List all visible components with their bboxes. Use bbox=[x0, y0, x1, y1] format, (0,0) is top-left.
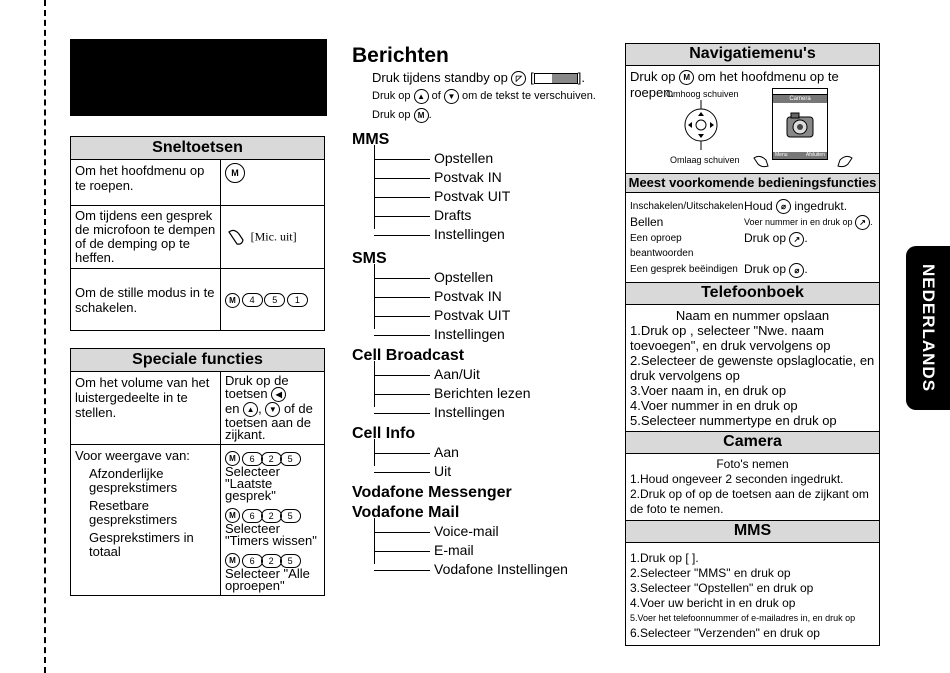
mms-step: 6.Selecteer "Verzenden" en druk op bbox=[630, 625, 820, 640]
section-cell-broadcast: Cell Broadcast bbox=[352, 347, 465, 364]
up-arrow-key-icon: ▲ bbox=[243, 402, 258, 417]
mms-step: 5.Voer het telefoonnummer of e-mailadres in, en druk op bbox=[630, 612, 856, 623]
menu-item: E-mail bbox=[374, 541, 612, 560]
mms-step: 4.Voer uw bericht in en druk op bbox=[630, 595, 796, 610]
camera-body bbox=[626, 454, 879, 520]
mms-step: 1.Druk op [ ]. bbox=[630, 550, 699, 565]
timer-label: Resetbare gesprekstimers bbox=[89, 498, 178, 527]
bediening-value: Voer nummer in en druk op ↗ . bbox=[744, 215, 875, 230]
camera-title: Camera bbox=[626, 431, 879, 454]
menu-item: Instellingen bbox=[374, 325, 612, 344]
scroll-up-label: Omhoog schuiven bbox=[666, 89, 739, 99]
soft-left-key-icon bbox=[752, 154, 772, 170]
mic-label: [Mic. uit] bbox=[250, 229, 297, 244]
telefoonboek-step: 4.Voer nummer in en druk op bbox=[630, 397, 798, 413]
language-label: NEDERLANDS bbox=[919, 263, 938, 393]
section-vodafone-messenger: Vodafone Messenger bbox=[352, 484, 512, 501]
down-arrow-key-icon: ▼ bbox=[444, 89, 459, 104]
menu-item: Postvak IN bbox=[374, 168, 612, 187]
end-key-icon: ⌀ bbox=[776, 199, 791, 214]
bediening-value: Houd ⌀ ingedrukt. bbox=[744, 199, 848, 213]
camera-step: 2.Druk op of op de toetsen aan de zijkant om de foto te nemen. bbox=[630, 486, 869, 516]
bediening-body bbox=[626, 193, 879, 282]
menu-key-icon: M bbox=[414, 108, 429, 123]
tree-mms bbox=[374, 149, 612, 244]
mms-step: 2.Selecteer "MMS" en druk op bbox=[630, 565, 791, 580]
navigatie-line: om het hoofdmenu op te roepen. bbox=[630, 69, 839, 101]
send-key-icon: ↗ bbox=[855, 215, 870, 230]
shortcut-text: Om de stille modus in te schakelen. bbox=[71, 269, 221, 331]
soft-right-key-icon bbox=[834, 154, 854, 170]
menu-item: Instellingen bbox=[374, 403, 612, 422]
down-arrow-key-icon: ▼ bbox=[265, 402, 280, 417]
soft-left-label: Menu bbox=[775, 152, 788, 158]
bediening-title: Meest voorkomende bedieningsfuncties bbox=[626, 173, 879, 193]
timer-label: Gesprekstimers in totaal bbox=[89, 530, 194, 559]
berichten-column bbox=[352, 44, 612, 579]
tree-cell-info bbox=[374, 443, 612, 481]
camera-icon bbox=[773, 103, 827, 151]
timer-keys: M 6 2 5 bbox=[225, 553, 320, 568]
telefoonboek-subtitle: Naam en nummer opslaan bbox=[675, 307, 830, 323]
berichten-title: Berichten bbox=[352, 44, 449, 67]
bediening-label: Een gesprek beëindigen bbox=[630, 264, 738, 276]
speciale-title: Speciale functies bbox=[71, 349, 325, 372]
key-4-icon: 4 bbox=[242, 293, 263, 307]
telefoonboek-step: 2.Selecteer de gewenste opslaglocatie, en druk vervolgens op bbox=[630, 352, 875, 383]
up-arrow-key-icon: ▲ bbox=[414, 89, 429, 104]
timer-select: Selecteer "Timers wissen" bbox=[225, 521, 317, 548]
soft-right-label: Afsluiten bbox=[805, 152, 825, 158]
sneltoetsen-table bbox=[70, 136, 325, 331]
menu-item: Berichten lezen bbox=[374, 384, 612, 403]
telefoonboek-body bbox=[626, 305, 879, 431]
sneltoetsen-title: Sneltoetsen bbox=[71, 137, 325, 160]
volume-hint-3: of de bbox=[283, 400, 313, 416]
weergave-title: Voor weergave van: bbox=[75, 448, 190, 463]
menu-item: Postvak UIT bbox=[374, 306, 612, 325]
menu-item: Postvak IN bbox=[374, 287, 612, 306]
menu-key-icon: M bbox=[679, 70, 694, 85]
cut-line bbox=[44, 0, 46, 673]
volume-text: Om het volume van het luistergedeelte in te stellen. bbox=[71, 372, 221, 445]
menu-item: Uit bbox=[374, 462, 612, 481]
key-1-icon: 1 bbox=[287, 293, 308, 307]
key-5-icon: 5 bbox=[264, 293, 285, 307]
mms-body bbox=[626, 543, 879, 645]
bediening-label: Een oproep beantwoorden bbox=[630, 233, 694, 260]
soft-left-key-icon: ◸ bbox=[511, 71, 526, 86]
timer-keys: M 6 2 5 bbox=[225, 451, 320, 466]
berichten-instruction: Druk op ▲ of ▼ om de tekst te verschuiven. bbox=[372, 90, 596, 102]
camera-step: 1.Houd ongeveer 2 seconden ingedrukt. bbox=[630, 471, 844, 486]
menu-item: Voice-mail bbox=[374, 522, 612, 541]
telefoonboek-step: 3.Voer naam in, en druk op bbox=[630, 382, 787, 398]
timer-select: Selecteer "Laatste gesprek" bbox=[225, 464, 280, 503]
menu-item: Instellingen bbox=[374, 225, 612, 244]
section-sms: SMS bbox=[352, 250, 387, 267]
section-vodafone-mail: Vodafone Mail bbox=[352, 504, 460, 521]
timer-keys: M 6 2 5 bbox=[225, 508, 320, 523]
tree-sms bbox=[374, 268, 612, 344]
shortcut-text: Om het hoofdmenu op te roepen. bbox=[71, 160, 221, 206]
mms-step: 3.Selecteer "Opstellen" en druk op bbox=[630, 580, 814, 595]
menu-key-icon: M bbox=[225, 163, 245, 183]
language-tab bbox=[906, 246, 950, 410]
send-key-icon: ↗ bbox=[789, 232, 804, 247]
menu-item: Aan bbox=[374, 443, 612, 462]
timer-label: Afzonderlijke gesprekstimers bbox=[89, 466, 178, 495]
menu-item: Drafts bbox=[374, 206, 612, 225]
menu-item: Postvak UIT bbox=[374, 187, 612, 206]
mms-title: MMS bbox=[626, 520, 879, 543]
menu-item: Aan/Uit bbox=[374, 365, 612, 384]
left-arrow-key-icon: ◀ bbox=[271, 387, 286, 402]
menu-key-icon: M bbox=[225, 293, 240, 308]
timer-select: Selecteer "Alle oproepen" bbox=[225, 566, 310, 593]
volume-hint-4: toetsen aan de zijkant. bbox=[225, 415, 312, 442]
telefoonboek-title: Telefoonboek bbox=[626, 282, 879, 305]
navigatie-body bbox=[626, 66, 879, 173]
druk-op-label: Druk op bbox=[630, 69, 676, 84]
telefoonboek-step: 5.Selecteer nummertype en druk op bbox=[630, 412, 837, 428]
section-cell-info: Cell Info bbox=[352, 425, 416, 442]
speciale-table: Speciale functies Om het volume van het luistergedeelte in te stellen. Druk op de toetsen ◀ en ▲ , ▼ of de toetsen aan de zijkant. Voor weergave van: Afzonderlijke gesprekstimers Resetbare gesprekstimers Gesprekstimers in totaal M 6 2 5 Selecteer "Laatste gesprek" M 6 2 5 Selecteer "Timers wissen" M 6 2 5 Selecteer "Alle oproepen" bbox=[70, 348, 325, 596]
tree-vodafone-mail bbox=[374, 522, 612, 579]
scroll-down-label: Omlaag schuiven bbox=[670, 155, 740, 165]
end-key-icon: ⌀ bbox=[789, 263, 804, 278]
menu-item: Vodafone Instellingen bbox=[374, 560, 612, 579]
section-mms: MMS bbox=[352, 131, 390, 148]
bediening-label: Inschakelen/Uitschakelen bbox=[630, 201, 744, 212]
berichten-instruction: Druk op M . bbox=[372, 109, 432, 121]
tree-cell-broadcast bbox=[374, 365, 612, 422]
bediening-value: Druk op ↗ . bbox=[744, 231, 808, 246]
menu-item: Opstellen bbox=[374, 149, 612, 168]
navigatie-title: Navigatiemenu's bbox=[626, 44, 879, 66]
nav-key-icon bbox=[681, 100, 721, 150]
right-column bbox=[625, 43, 880, 646]
shortcut-text: Om tijdens een gesprek de microfoon te dempen of de demping op te heffen. bbox=[71, 206, 221, 269]
title-block bbox=[70, 39, 327, 116]
mute-key-icon bbox=[225, 226, 247, 248]
menu-item: Opstellen bbox=[374, 268, 612, 287]
volume-hint-2: en bbox=[225, 400, 240, 416]
envelope-icon bbox=[534, 73, 578, 84]
phone-screen bbox=[772, 88, 828, 160]
volume-hint-1: Druk op de toetsen bbox=[225, 373, 289, 401]
bediening-value: Druk op ⌀ . bbox=[744, 262, 808, 277]
berichten-instruction: Druk tijdens standby op ◸ [ ]. bbox=[372, 70, 585, 85]
camera-subtitle: Foto's nemen bbox=[716, 456, 789, 471]
telefoonboek-step: 1.Druk op , selecteer "Nwe. naam toevoegen", en druk vervolgens op bbox=[630, 322, 831, 353]
bediening-label: Bellen bbox=[630, 215, 664, 230]
screen-title: Camera bbox=[773, 95, 827, 103]
